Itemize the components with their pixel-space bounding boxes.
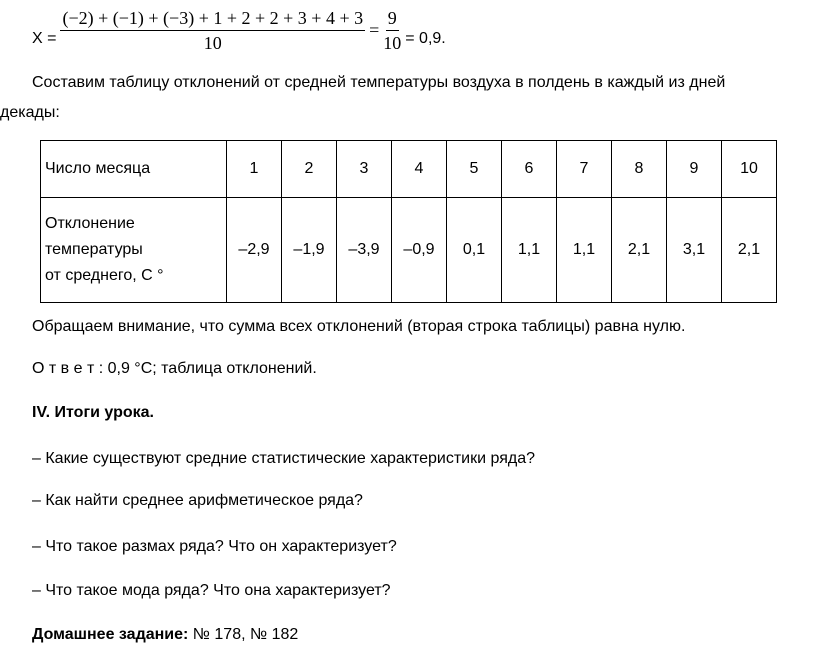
deviation-cell: –0,9 bbox=[392, 198, 447, 303]
question: – Что такое размах ряда? Что он характеризует? bbox=[32, 538, 397, 555]
formula-numerator: (−2) + (−1) + (−3) + 1 + 2 + 2 + 3 + 4 + 3 bbox=[60, 6, 365, 31]
formula-lhs: X = bbox=[32, 30, 57, 47]
day-cell: 10 bbox=[722, 141, 777, 198]
day-cell: 3 bbox=[337, 141, 392, 198]
question: – Какие существуют средние статистические характеристики ряда? bbox=[32, 450, 536, 467]
paragraph-line1: Составим таблицу отклонений от средней температуры воздуха в полдень в каждый из дней bbox=[32, 74, 726, 91]
homework-value: № 178, № 182 bbox=[188, 626, 299, 643]
question: – Как найти среднее арифметическое ряда? bbox=[32, 492, 363, 509]
formula-eq: = bbox=[369, 19, 380, 40]
deviation-cell: –2,9 bbox=[227, 198, 282, 303]
deviation-cell: 2,1 bbox=[612, 198, 667, 303]
deviation-cell: –3,9 bbox=[337, 198, 392, 303]
fraction-1 bbox=[60, 6, 365, 55]
deviation-table bbox=[40, 140, 777, 303]
homework-label: Домашнее задание: bbox=[32, 626, 189, 643]
deviation-cell: 3,1 bbox=[667, 198, 722, 303]
formula-num2: 9 bbox=[386, 6, 399, 31]
formula-den2: 10 bbox=[383, 32, 402, 53]
deviation-cell: –1,9 bbox=[282, 198, 337, 303]
deviation-cell: 1,1 bbox=[502, 198, 557, 303]
header-line: температуры bbox=[45, 241, 143, 258]
day-cell: 7 bbox=[557, 141, 612, 198]
deviation-cell: 1,1 bbox=[557, 198, 612, 303]
day-cell: 6 bbox=[502, 141, 557, 198]
day-cell: 2 bbox=[282, 141, 337, 198]
day-cell: 5 bbox=[447, 141, 502, 198]
note: Обращаем внимание, что сумма всех отклонений (вторая строка таблицы) равна нулю. bbox=[32, 318, 686, 335]
formula-denominator: 10 bbox=[203, 32, 222, 53]
answer: О т в е т : 0,9 °С; таблица отклонений. bbox=[32, 360, 317, 377]
section-title: IV. Итоги урока. bbox=[32, 404, 154, 421]
row-header: Число месяца bbox=[41, 141, 227, 198]
header-line: от среднего, С ° bbox=[45, 267, 164, 284]
day-cell: 4 bbox=[392, 141, 447, 198]
question: – Что такое мода ряда? Что она характеризует? bbox=[32, 582, 391, 599]
deviation-cell: 2,1 bbox=[722, 198, 777, 303]
mean-formula bbox=[32, 0, 446, 60]
homework bbox=[32, 626, 298, 644]
row-header bbox=[41, 198, 227, 303]
table-row bbox=[41, 198, 777, 303]
day-cell: 8 bbox=[612, 141, 667, 198]
day-cell: 1 bbox=[227, 141, 282, 198]
paragraph-line2: декады: bbox=[0, 104, 60, 121]
deviation-cell: 0,1 bbox=[447, 198, 502, 303]
formula-result: = 0,9. bbox=[405, 30, 446, 47]
day-cell: 9 bbox=[667, 141, 722, 198]
header-line: Отклонение bbox=[45, 215, 135, 232]
table-row bbox=[41, 141, 777, 198]
fraction-2 bbox=[383, 6, 401, 55]
